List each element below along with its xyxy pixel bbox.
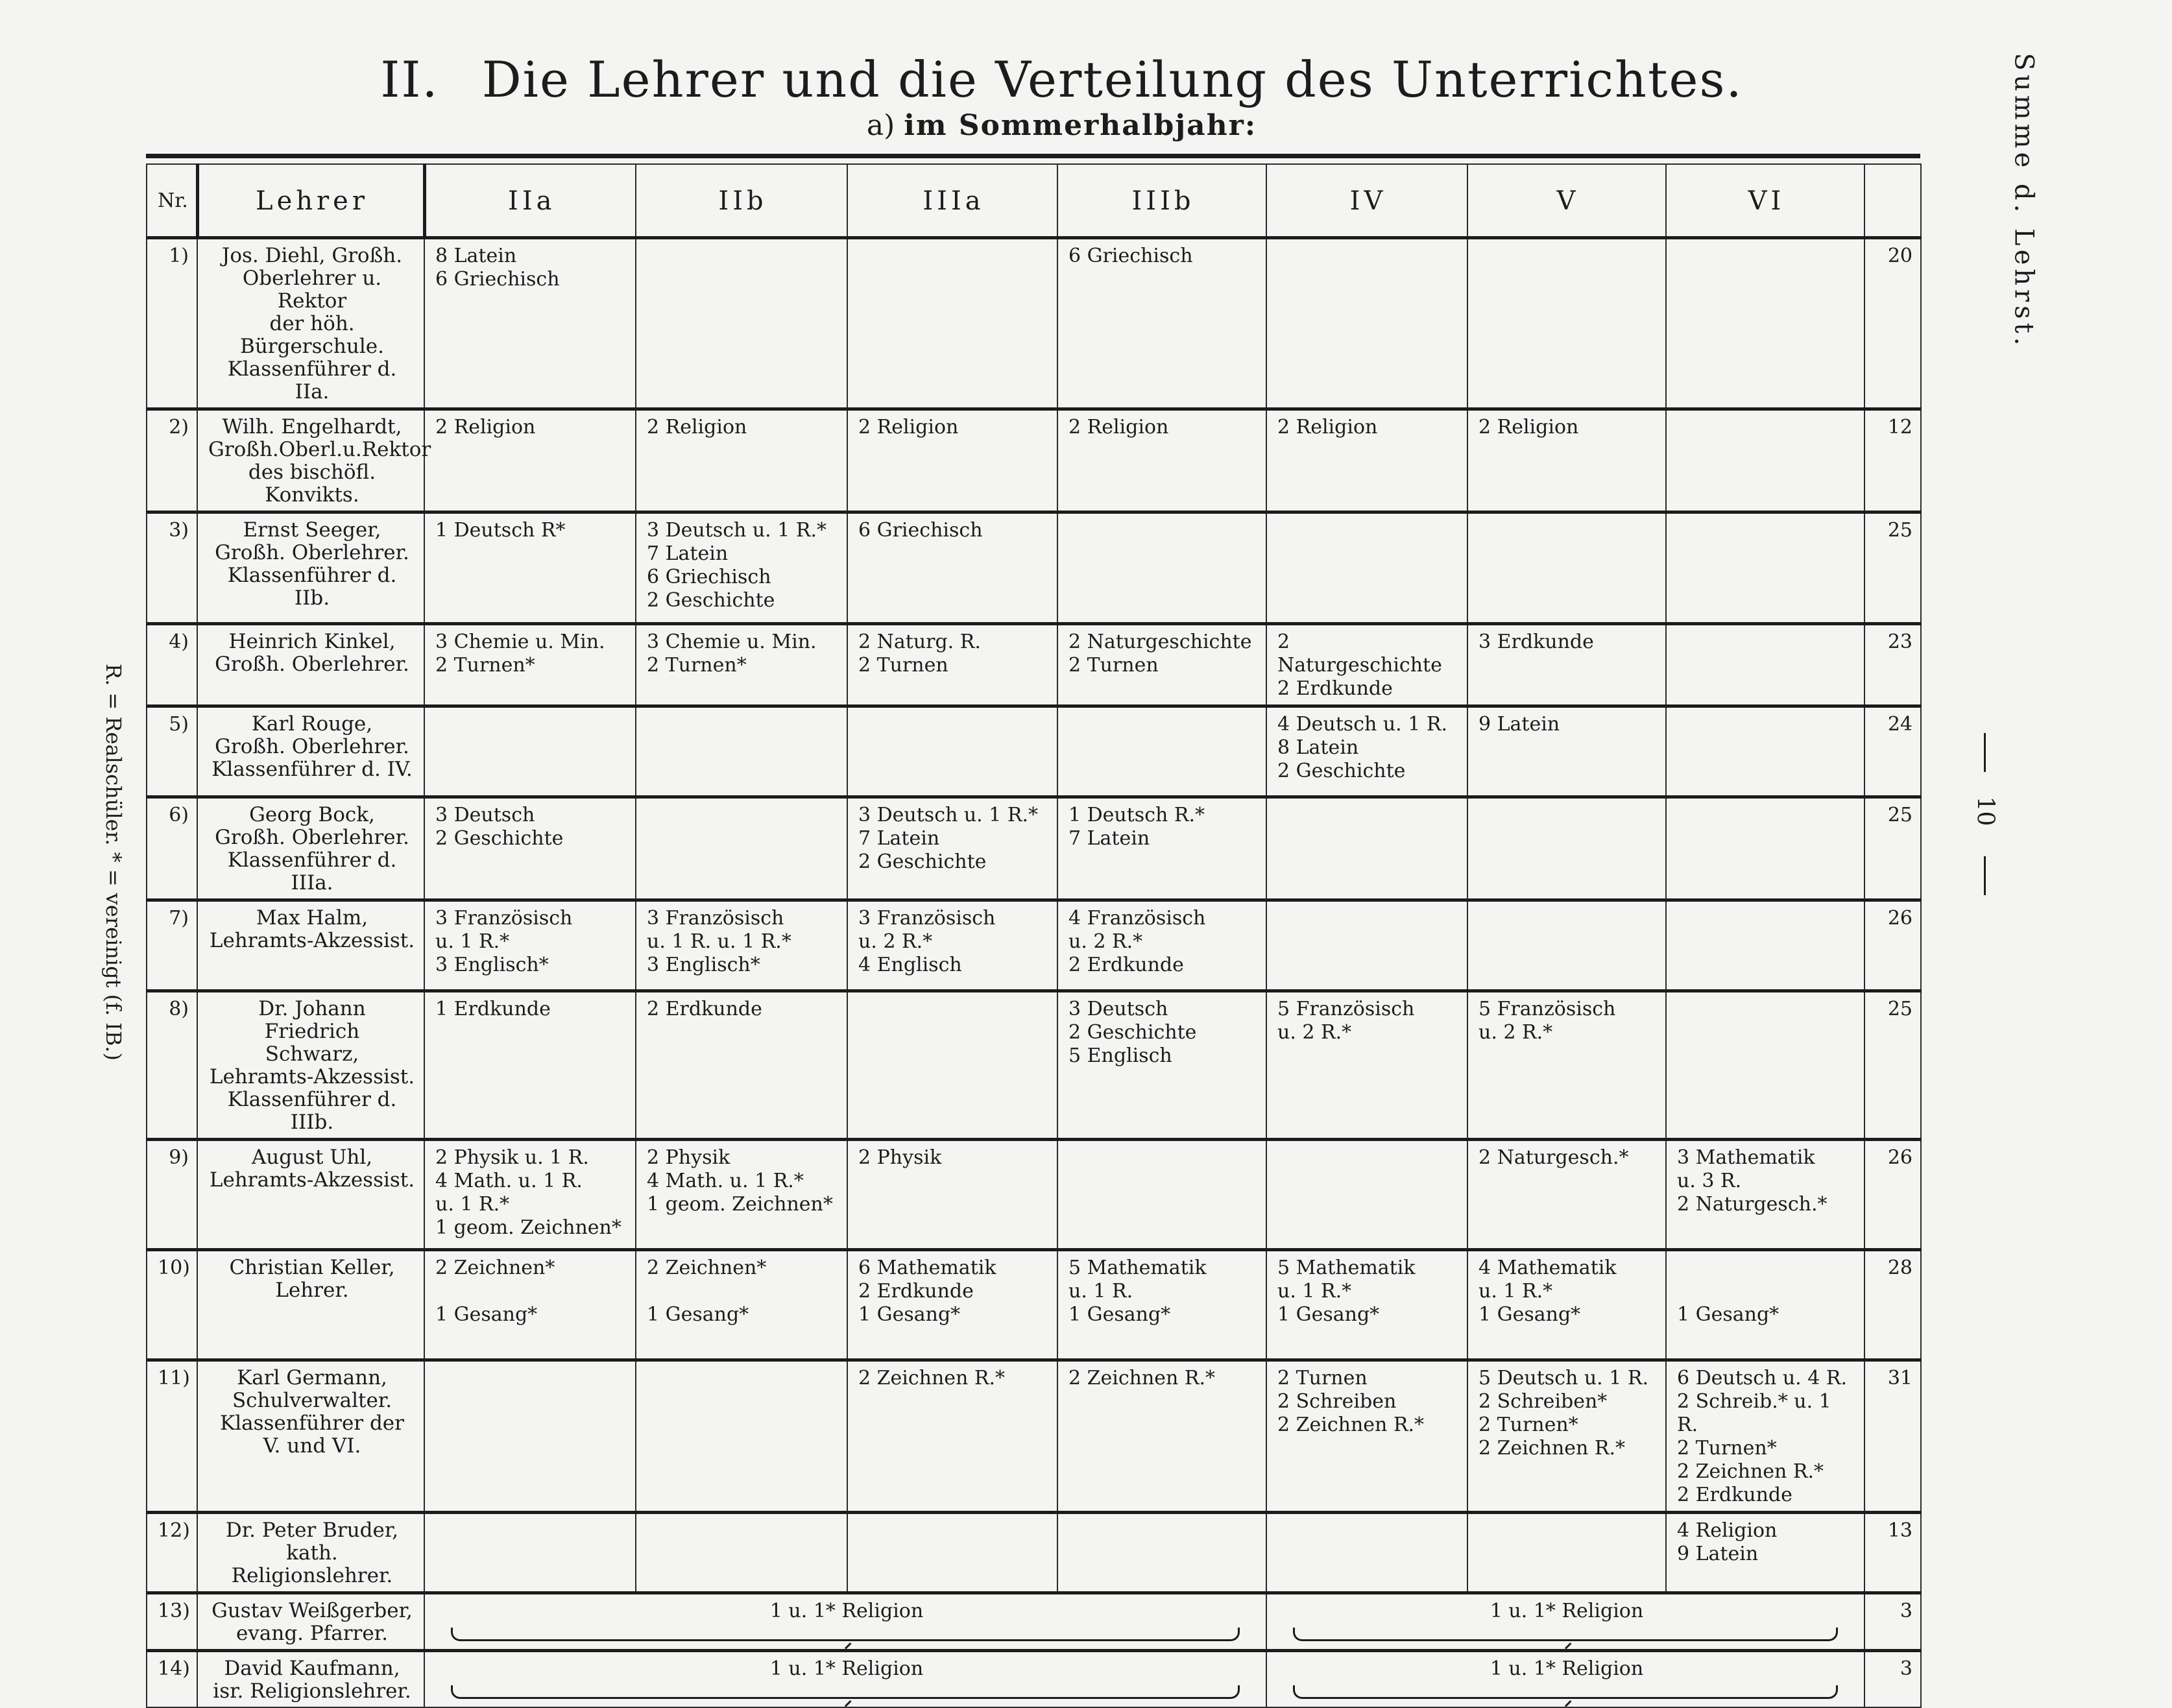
teacher-name: August Uhl, Lehramts-Akzessist. <box>197 1140 424 1250</box>
row-number: 12) <box>147 1513 197 1593</box>
cell-v <box>1467 238 1666 409</box>
row-number: 8) <box>147 991 197 1140</box>
side-note-text: R. = Realschüler. * = vereinigt (f. IB.) <box>101 664 126 1061</box>
row-number: 3) <box>147 512 197 624</box>
teacher-name: Gustav Weißgerber, evang. Pfarrer. <box>197 1593 424 1651</box>
cell-iiib: 6 Griechisch <box>1057 238 1266 409</box>
cell-iv <box>1266 1513 1467 1593</box>
header-class-iib: IIb <box>636 164 847 238</box>
table-row <box>147 409 1921 512</box>
cell-iiib: 4 Französisch u. 2 R.* 2 Erdkunde <box>1057 900 1266 991</box>
header-row <box>147 164 1921 238</box>
cell-v: 2 Religion <box>1467 409 1666 512</box>
row-number: 10) <box>147 1250 197 1360</box>
cell-iiib <box>1057 1140 1266 1250</box>
cell-iiia: 2 Religion <box>847 409 1057 512</box>
cell-sum: 23 <box>1864 624 1921 706</box>
cell-iib <box>636 238 847 409</box>
religion-span-left <box>424 1593 1266 1651</box>
cell-iiib: 1 Deutsch R.* 7 Latein <box>1057 797 1266 900</box>
page-number-rule-top <box>1984 733 1986 772</box>
cell-iiia <box>847 238 1057 409</box>
cell-sum: 13 <box>1864 1513 1921 1593</box>
cell-iiib: 3 Deutsch 2 Geschichte 5 Englisch <box>1057 991 1266 1140</box>
cell-iia <box>424 1360 636 1513</box>
cell-v <box>1467 1513 1666 1593</box>
row-number: 7) <box>147 900 197 991</box>
cell-iib: 2 Erdkunde <box>636 991 847 1140</box>
cell-sum: 24 <box>1864 706 1921 797</box>
cell-iiib <box>1057 706 1266 797</box>
teacher-name: Karl Germann, Schulverwalter. Klassenführer der V. und VI. <box>197 1360 424 1513</box>
header-teacher: Lehrer <box>197 164 424 238</box>
row-number: 14) <box>147 1651 197 1708</box>
cell-iiia: 6 Mathematik 2 Erdkunde 1 Gesang* <box>847 1250 1057 1360</box>
header-class-iia: IIa <box>424 164 636 238</box>
cell-v: 4 Mathematik u. 1 R.* 1 Gesang* <box>1467 1250 1666 1360</box>
cell-iib <box>636 1360 847 1513</box>
table-row <box>147 512 1921 624</box>
cell-iv: 5 Französisch u. 2 R.* <box>1266 991 1467 1140</box>
teacher-name: Christian Keller, Lehrer. <box>197 1250 424 1360</box>
cell-iia: 3 Deutsch 2 Geschichte <box>424 797 636 900</box>
cell-v: 2 Naturgesch.* <box>1467 1140 1666 1250</box>
brace-left <box>451 1685 1240 1699</box>
religion-span-left-label: 1 u. 1* Religion <box>769 1657 924 1680</box>
cell-v: 3 Erdkunde <box>1467 624 1666 706</box>
religion-span-right <box>1266 1651 1864 1708</box>
teacher-name: Dr. Peter Bruder, kath. Religionslehrer. <box>197 1513 424 1593</box>
brace-left <box>451 1628 1240 1641</box>
cell-sum: 26 <box>1864 1140 1921 1250</box>
cell-iiia: 6 Griechisch <box>847 512 1057 624</box>
header-class-vi: VI <box>1666 164 1864 238</box>
page-title <box>0 51 2123 108</box>
cell-iiia: 3 Französisch u. 2 R.* 4 Englisch <box>847 900 1057 991</box>
teacher-name: Ernst Seeger, Großh. Oberlehrer. Klassenführer d. IIb. <box>197 512 424 624</box>
table-row <box>147 238 1921 409</box>
cell-iia: 1 Erdkunde <box>424 991 636 1140</box>
cell-iia: 3 Französisch u. 1 R.* 3 Englisch* <box>424 900 636 991</box>
cell-iib: 3 Chemie u. Min. 2 Turnen* <box>636 624 847 706</box>
teacher-name: Dr. Johann Friedrich Schwarz, Lehramts-Akzessist. Klassenführer d. IIIb. <box>197 991 424 1140</box>
cell-iiib: 5 Mathematik u. 1 R. 1 Gesang* <box>1057 1250 1266 1360</box>
cell-iv <box>1266 900 1467 991</box>
teacher-name: Max Halm, Lehramts-Akzessist. <box>197 900 424 991</box>
row-number: 9) <box>147 1140 197 1250</box>
cell-vi <box>1666 238 1864 409</box>
title-number: II. <box>380 51 439 108</box>
cell-iiib <box>1057 1513 1266 1593</box>
header-class-iv: IV <box>1266 164 1467 238</box>
cell-iib: 2 Physik 4 Math. u. 1 R.* 1 geom. Zeichnen* <box>636 1140 847 1250</box>
teacher-name: Karl Rouge, Großh. Oberlehrer. Klassenführer d. IV. <box>197 706 424 797</box>
cell-iiib <box>1057 512 1266 624</box>
cell-iib: 3 Französisch u. 1 R. u. 1 R.* 3 Englisch* <box>636 900 847 991</box>
religion-span-right <box>1266 1593 1864 1651</box>
cell-iiib: 2 Naturgeschichte 2 Turnen <box>1057 624 1266 706</box>
page-number-rule-bottom <box>1984 856 1986 895</box>
cell-v <box>1467 512 1666 624</box>
table-row <box>147 1250 1921 1360</box>
cell-iv <box>1266 797 1467 900</box>
teacher-name: David Kaufmann, isr. Religionslehrer. <box>197 1651 424 1708</box>
cell-iia: 2 Zeichnen* 1 Gesang* <box>424 1250 636 1360</box>
page-number: 10 <box>1972 796 1999 826</box>
cell-iib <box>636 797 847 900</box>
cell-iiia <box>847 706 1057 797</box>
cell-v: 9 Latein <box>1467 706 1666 797</box>
table-row <box>147 1651 1921 1708</box>
cell-v: 5 Französisch u. 2 R.* <box>1467 991 1666 1140</box>
header-class-v: V <box>1467 164 1666 238</box>
cell-sum: 25 <box>1864 512 1921 624</box>
side-note <box>94 636 133 1090</box>
header-class-iiia: IIIa <box>847 164 1057 238</box>
cell-v <box>1467 797 1666 900</box>
cell-vi: 6 Deutsch u. 4 R. 2 Schreib.* u. 1 R. 2 Turnen* 2 Zeichnen R.* 2 Erdkunde <box>1666 1360 1864 1513</box>
cell-iia: 2 Religion <box>424 409 636 512</box>
subtitle-prefix: a) <box>866 109 895 142</box>
table-row <box>147 624 1921 706</box>
brace-right <box>1293 1685 1838 1699</box>
religion-span-left <box>424 1651 1266 1708</box>
cell-sum: 26 <box>1864 900 1921 991</box>
cell-vi <box>1666 797 1864 900</box>
cell-vi <box>1666 991 1864 1140</box>
table-row <box>147 706 1921 797</box>
title-text: Die Lehrer und die Verteilung des Unterrichtes. <box>481 51 1743 108</box>
row-number: 11) <box>147 1360 197 1513</box>
row-number: 13) <box>147 1593 197 1651</box>
cell-iia: 1 Deutsch R* <box>424 512 636 624</box>
cell-v <box>1467 900 1666 991</box>
cell-vi <box>1666 624 1864 706</box>
cell-iiib: 2 Religion <box>1057 409 1266 512</box>
cell-iv <box>1266 238 1467 409</box>
cell-iia: 8 Latein 6 Griechisch <box>424 238 636 409</box>
cell-iia <box>424 1513 636 1593</box>
row-number: 2) <box>147 409 197 512</box>
cell-v: 5 Deutsch u. 1 R. 2 Schreiben* 2 Turnen* 2 Zeichnen R.* <box>1467 1360 1666 1513</box>
cell-sum: 3 <box>1864 1651 1921 1708</box>
row-number: 5) <box>147 706 197 797</box>
cell-iiia: 2 Physik <box>847 1140 1057 1250</box>
cell-sum: 28 <box>1864 1250 1921 1360</box>
subtitle-text: im Sommerhalbjahr: <box>904 109 1257 142</box>
page-subtitle <box>0 109 2123 142</box>
page-number-block <box>1959 733 2011 863</box>
cell-sum: 20 <box>1864 238 1921 409</box>
cell-iib: 3 Deutsch u. 1 R.* 7 Latein 6 Griechisch 2 Geschichte <box>636 512 847 624</box>
table-row <box>147 900 1921 991</box>
cell-sum: 25 <box>1864 797 1921 900</box>
cell-iia: 3 Chemie u. Min. 2 Turnen* <box>424 624 636 706</box>
cell-sum: 31 <box>1864 1360 1921 1513</box>
cell-iiia <box>847 1513 1057 1593</box>
cell-iiia: 2 Zeichnen R.* <box>847 1360 1057 1513</box>
cell-sum: 25 <box>1864 991 1921 1140</box>
table-row <box>147 797 1921 900</box>
cell-iib: 2 Religion <box>636 409 847 512</box>
table-row <box>147 1593 1921 1651</box>
cell-iib: 2 Zeichnen* 1 Gesang* <box>636 1250 847 1360</box>
cell-vi: 4 Religion 9 Latein <box>1666 1513 1864 1593</box>
cell-vi <box>1666 512 1864 624</box>
religion-span-right-label: 1 u. 1* Religion <box>1490 1657 1644 1680</box>
table-row <box>147 1140 1921 1250</box>
cell-sum: 3 <box>1864 1593 1921 1651</box>
cell-vi <box>1666 706 1864 797</box>
cell-vi: 1 Gesang* <box>1666 1250 1864 1360</box>
top-rule <box>146 154 1920 158</box>
cell-vi <box>1666 900 1864 991</box>
religion-span-left-label: 1 u. 1* Religion <box>769 1600 924 1622</box>
header-class-iiib: IIIb <box>1057 164 1266 238</box>
teacher-name: Jos. Diehl, Großh. Oberlehrer u. Rektor der höh. Bürgerschule. Klassenführer d. IIa. <box>197 238 424 409</box>
table-row <box>147 1513 1921 1593</box>
cell-iia <box>424 706 636 797</box>
cell-iiia: 3 Deutsch u. 1 R.* 7 Latein 2 Geschichte <box>847 797 1057 900</box>
teacher-name: Heinrich Kinkel, Großh. Oberlehrer. <box>197 624 424 706</box>
cell-iv: 2 Religion <box>1266 409 1467 512</box>
row-number: 4) <box>147 624 197 706</box>
brace-right <box>1293 1628 1838 1641</box>
table-row <box>147 991 1921 1140</box>
cell-iiia: 2 Naturg. R. 2 Turnen <box>847 624 1057 706</box>
row-number: 6) <box>147 797 197 900</box>
table-row <box>147 1360 1921 1513</box>
cell-iiib: 2 Zeichnen R.* <box>1057 1360 1266 1513</box>
cell-sum: 12 <box>1864 409 1921 512</box>
teacher-name: Georg Bock, Großh. Oberlehrer. Klassenführer d. IIIa. <box>197 797 424 900</box>
cell-iv: 5 Mathematik u. 1 R.* 1 Gesang* <box>1266 1250 1467 1360</box>
cell-iv <box>1266 512 1467 624</box>
cell-iia: 2 Physik u. 1 R. 4 Math. u. 1 R. u. 1 R.* 1 geom. Zeichnen* <box>424 1140 636 1250</box>
cell-vi: 3 Mathematik u. 3 R. 2 Naturgesch.* <box>1666 1140 1864 1250</box>
cell-iiia <box>847 991 1057 1140</box>
header-nr: Nr. <box>147 164 197 238</box>
cell-vi <box>1666 409 1864 512</box>
row-number: 1) <box>147 238 197 409</box>
cell-iib <box>636 706 847 797</box>
cell-iv: 4 Deutsch u. 1 R. 8 Latein 2 Geschichte <box>1266 706 1467 797</box>
cell-iib <box>636 1513 847 1593</box>
cell-iv: 2 Turnen 2 Schreiben 2 Zeichnen R.* <box>1266 1360 1467 1513</box>
teacher-name: Wilh. Engelhardt, Großh.Oberl.u.Rektor des bischöfl. Konvikts. <box>197 409 424 512</box>
religion-span-right-label: 1 u. 1* Religion <box>1490 1600 1644 1622</box>
cell-iv: 2 Naturgeschichte 2 Erdkunde <box>1266 624 1467 706</box>
cell-iv <box>1266 1140 1467 1250</box>
header-sum-label: Summe d. Lehrst. <box>2009 53 2039 350</box>
